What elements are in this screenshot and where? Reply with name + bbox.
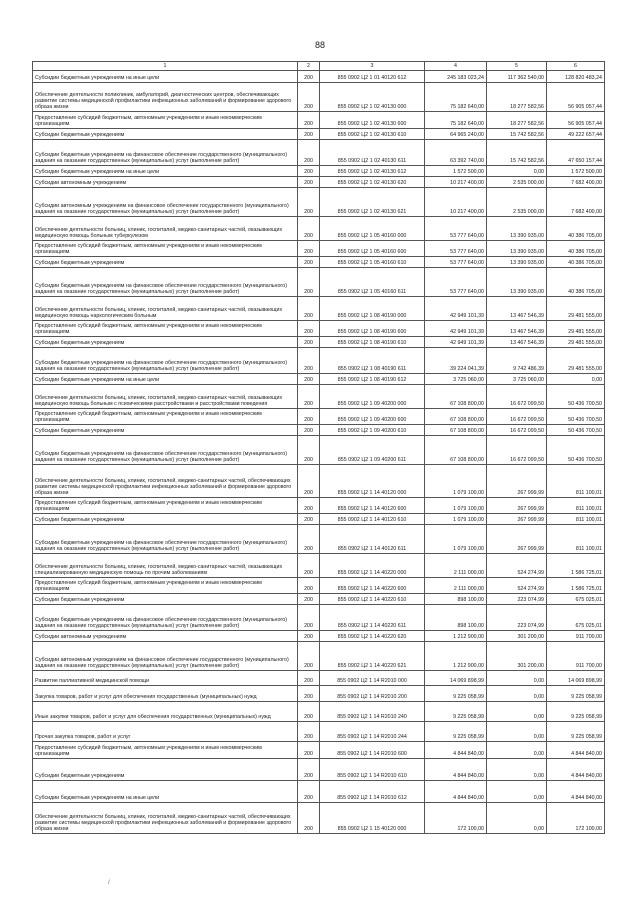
cell-name: Субсидии автономным учреждениям: [33, 177, 298, 188]
cell-approved: 75 182 640,00: [425, 112, 487, 129]
cell-kbk: 855 0902 Ц2 1 02 40130 610: [320, 129, 425, 140]
cell-executed: 13 390 935,00: [487, 217, 547, 241]
cell-executed: 18 277 582,56: [487, 83, 547, 112]
table-row: [33, 257, 605, 268]
table-row: [33, 188, 605, 217]
cell-approved: 2 111 000,00: [425, 554, 487, 578]
cell-kbk: 855 0902 Ц2 1 02 40130 000: [320, 83, 425, 112]
cell-kbk: 855 0902 Ц2 1 05 40160 000: [320, 217, 425, 241]
cell-name: Обеспечение деятельности поликлиник, амбулаторий, диагностических центров, обеспечивающих развитие системы медицинской профилактики инфекционных заболеваний и формирование здорового образа жизни: [33, 83, 298, 112]
cell-remaining: 29 481 555,00: [547, 348, 605, 374]
cell-remaining: 49 222 657,44: [547, 129, 605, 140]
page-number: 88: [314, 40, 325, 50]
cell-name: Предоставление субсидий бюджетным, автономным учреждениям и иным некоммерческим организациям: [33, 578, 298, 594]
cell-name: Субсидии бюджетным учреждениям на финансовое обеспечение государственного (муниципального) задания на оказание государственных (муниципальных) услуг (выполнение работ): [33, 268, 298, 297]
cell-executed: 267 999,99: [487, 498, 547, 514]
cell-name: Предоставление субсидий бюджетным, автономным учреждениям и иным некоммерческим организациям: [33, 498, 298, 514]
cell-name: Развитие паллиативной медицинской помощи: [33, 671, 298, 686]
cell-code: 200: [298, 498, 320, 514]
cell-remaining: 29 481 555,00: [547, 337, 605, 348]
cell-name: Субсидии бюджетным учреждениям на финансовое обеспечение государственного (муниципального) задания на оказание государственных (муниципальных) услуг (выполнение работ): [33, 525, 298, 554]
cell-kbk: 855 0902 Ц2 1 02 40130 620: [320, 177, 425, 188]
cell-remaining: 4 844 840,00: [547, 781, 605, 803]
cell-code: 200: [298, 140, 320, 166]
cell-remaining: 9 225 058,99: [547, 722, 605, 742]
cell-approved: 67 108 800,00: [425, 436, 487, 465]
cell-approved: 10 217 400,00: [425, 188, 487, 217]
cell-code: 200: [298, 803, 320, 834]
table-row: [33, 385, 605, 409]
cell-kbk: 855 0902 Ц2 1 15 40120 000: [320, 803, 425, 834]
table-row: [33, 686, 605, 702]
cell-name: Субсидии бюджетным учреждениям на иные цели: [33, 71, 298, 83]
header-cell: 6: [547, 62, 605, 71]
cell-name: Субсидии автономным учреждениям на финансовое обеспечение государственного (муниципального) задания на оказание государственных (муниципальных) услуг (выполнение работ): [33, 642, 298, 671]
cell-name: Субсидии бюджетным учреждениям: [33, 425, 298, 436]
cell-executed: 267 999,99: [487, 525, 547, 554]
cell-kbk: 855 0902 Ц2 1 14 40220 610: [320, 594, 425, 605]
cell-remaining: 29 481 555,00: [547, 297, 605, 321]
cell-kbk: 855 0902 Ц2 1 14 40220 620: [320, 631, 425, 642]
cell-approved: 3 725 060,00: [425, 374, 487, 385]
cell-code: 200: [298, 554, 320, 578]
cell-executed: 0,00: [487, 742, 547, 759]
table-row: [33, 722, 605, 742]
cell-name: Предоставление субсидий бюджетным, автономным учреждениям и иным некоммерческим организациям: [33, 112, 298, 129]
table-row: [33, 525, 605, 554]
cell-remaining: 50 436 700,50: [547, 409, 605, 425]
cell-executed: 0,00: [487, 671, 547, 686]
cell-approved: 67 108 800,00: [425, 409, 487, 425]
cell-code: 200: [298, 337, 320, 348]
table-row: [33, 177, 605, 188]
cell-name: Субсидии бюджетным учреждениям: [33, 129, 298, 140]
cell-kbk: 855 0902 Ц2 1 08 40190 610: [320, 337, 425, 348]
cell-remaining: 911 700,00: [547, 642, 605, 671]
cell-code: 200: [298, 129, 320, 140]
cell-kbk: 855 0902 Ц2 1 14 R2010 000: [320, 671, 425, 686]
cell-kbk: 855 0902 Ц2 1 14 40120 000: [320, 465, 425, 498]
table-row: [33, 83, 605, 112]
scan-mark: /: [108, 880, 110, 886]
cell-approved: 1 212 900,00: [425, 642, 487, 671]
cell-executed: 301 200,00: [487, 631, 547, 642]
cell-approved: 42 949 101,39: [425, 337, 487, 348]
cell-executed: 2 535 000,00: [487, 188, 547, 217]
cell-approved: 1 079 100,00: [425, 514, 487, 525]
cell-kbk: 855 0902 Ц2 1 14 R2010 610: [320, 759, 425, 781]
cell-approved: 67 108 800,00: [425, 425, 487, 436]
cell-kbk: 855 0902 Ц2 1 05 40160 600: [320, 241, 425, 257]
table-row: [33, 374, 605, 385]
header-cell: 3: [320, 62, 425, 71]
cell-remaining: 675 025,01: [547, 594, 605, 605]
cell-remaining: 811 100,01: [547, 498, 605, 514]
cell-executed: 0,00: [487, 781, 547, 803]
cell-remaining: 0,00: [547, 374, 605, 385]
cell-code: 200: [298, 166, 320, 177]
cell-remaining: 56 905 057,44: [547, 83, 605, 112]
cell-executed: 13 390 935,00: [487, 257, 547, 268]
table-row: [33, 671, 605, 686]
cell-name: Субсидии бюджетным учреждениям на иные цели: [33, 374, 298, 385]
cell-remaining: 1 586 725,01: [547, 578, 605, 594]
table-row: [33, 217, 605, 241]
cell-executed: 0,00: [487, 702, 547, 722]
cell-approved: 64 965 240,00: [425, 129, 487, 140]
cell-executed: 16 672 099,50: [487, 425, 547, 436]
cell-remaining: 7 682 400,00: [547, 188, 605, 217]
table-row: [33, 742, 605, 759]
cell-executed: 16 672 099,50: [487, 436, 547, 465]
header-cell: 2: [298, 62, 320, 71]
cell-code: 200: [298, 241, 320, 257]
cell-remaining: 911 700,00: [547, 631, 605, 642]
cell-executed: 3 725 060,00: [487, 374, 547, 385]
cell-approved: 53 777 640,00: [425, 217, 487, 241]
table-row: [33, 702, 605, 722]
table-row: [33, 781, 605, 803]
cell-executed: 13 467 546,39: [487, 337, 547, 348]
cell-code: 200: [298, 514, 320, 525]
cell-kbk: 855 0902 Ц2 1 14 R2010 600: [320, 742, 425, 759]
cell-executed: 524 274,99: [487, 554, 547, 578]
cell-name: Предоставление субсидий бюджетным, автономным учреждениям и иным некоммерческим организациям: [33, 241, 298, 257]
cell-name: Предоставление субсидий бюджетным, автономным учреждениям и иным некоммерческим организациям: [33, 321, 298, 337]
cell-kbk: 855 0902 Ц2 1 14 R2010 200: [320, 686, 425, 702]
cell-remaining: 128 820 483,24: [547, 71, 605, 83]
cell-code: 200: [298, 702, 320, 722]
cell-remaining: 9 225 058,99: [547, 686, 605, 702]
cell-kbk: 855 0902 Ц2 1 14 R2010 612: [320, 781, 425, 803]
cell-remaining: 172 100,00: [547, 803, 605, 834]
cell-remaining: 7 682 400,00: [547, 177, 605, 188]
cell-name: Закупка товаров, работ и услуг для обеспечения государственных (муниципальных) нужд: [33, 686, 298, 702]
cell-approved: 1 212 900,00: [425, 631, 487, 642]
cell-code: 200: [298, 631, 320, 642]
cell-kbk: 855 0902 Ц2 1 14 40120 610: [320, 514, 425, 525]
cell-approved: 75 182 640,00: [425, 83, 487, 112]
table-row: [33, 578, 605, 594]
cell-kbk: 855 0902 Ц2 1 14 R2010 240: [320, 702, 425, 722]
cell-code: 200: [298, 436, 320, 465]
cell-code: 200: [298, 742, 320, 759]
table-row: [33, 112, 605, 129]
cell-executed: 223 074,99: [487, 594, 547, 605]
cell-remaining: 4 844 840,00: [547, 759, 605, 781]
cell-executed: 9 742 486,39: [487, 348, 547, 374]
table-row: [33, 642, 605, 671]
cell-code: 200: [298, 374, 320, 385]
cell-kbk: 855 0902 Ц2 1 14 R2010 244: [320, 722, 425, 742]
cell-kbk: 855 0902 Ц2 1 02 40130 611: [320, 140, 425, 166]
cell-kbk: 855 0902 Ц2 1 05 40160 610: [320, 257, 425, 268]
cell-remaining: 56 905 057,44: [547, 112, 605, 129]
table-row: [33, 337, 605, 348]
cell-remaining: 811 100,01: [547, 465, 605, 498]
cell-kbk: 855 0902 Ц2 1 08 40190 611: [320, 348, 425, 374]
header-cell: 1: [33, 62, 298, 71]
cell-approved: 53 777 640,00: [425, 268, 487, 297]
cell-remaining: 40 386 705,00: [547, 268, 605, 297]
cell-executed: 15 742 582,56: [487, 129, 547, 140]
cell-executed: 2 535 000,00: [487, 177, 547, 188]
cell-code: 200: [298, 321, 320, 337]
cell-executed: 267 999,99: [487, 514, 547, 525]
cell-kbk: 855 0902 Ц2 1 09 40200 000: [320, 385, 425, 409]
cell-name: Обеспечение деятельности больниц, клиник, госпиталей, медико-санитарных частей, оказывающих медицинскую помощь наркологическим больным: [33, 297, 298, 321]
cell-code: 200: [298, 348, 320, 374]
table-row: [33, 514, 605, 525]
cell-approved: 53 777 640,00: [425, 241, 487, 257]
cell-executed: 524 274,99: [487, 578, 547, 594]
table-row: [33, 166, 605, 177]
table-row: [33, 425, 605, 436]
cell-code: 200: [298, 409, 320, 425]
cell-kbk: 855 0902 Ц2 1 08 40190 000: [320, 297, 425, 321]
cell-approved: 14 069 898,99: [425, 671, 487, 686]
cell-name: Субсидии бюджетным учреждениям: [33, 514, 298, 525]
cell-remaining: 47 650 157,44: [547, 140, 605, 166]
header-cell: 5: [487, 62, 547, 71]
cell-kbk: 855 0902 Ц2 1 02 40130 612: [320, 166, 425, 177]
cell-code: 200: [298, 71, 320, 83]
cell-approved: 4 844 840,00: [425, 742, 487, 759]
cell-remaining: 9 225 058,99: [547, 702, 605, 722]
cell-remaining: 1 586 725,01: [547, 554, 605, 578]
cell-remaining: 40 386 705,00: [547, 257, 605, 268]
cell-remaining: 811 100,01: [547, 514, 605, 525]
cell-executed: 13 467 546,39: [487, 297, 547, 321]
cell-executed: 16 672 099,50: [487, 385, 547, 409]
cell-name: Обеспечение деятельности больниц, клиник, госпиталей, медико-санитарных частей, оказывающих медицинскую помощь больным с психическими расстройствами и расстройствами поведения: [33, 385, 298, 409]
cell-code: 200: [298, 578, 320, 594]
cell-name: Субсидии автономным учреждениям: [33, 631, 298, 642]
cell-name: Обеспечение деятельности больниц, клиник, госпиталей, медико-санитарных частей, обеспечивающих развитие системы медицинской профилактики инфекционных заболеваний и формирование здорового образа жизни: [33, 465, 298, 498]
table-row: [33, 554, 605, 578]
cell-kbk: 855 0902 Ц2 1 02 40130 600: [320, 112, 425, 129]
cell-name: Субсидии бюджетным учреждениям: [33, 257, 298, 268]
table-row: [33, 436, 605, 465]
table-row: [33, 140, 605, 166]
cell-approved: 53 777 640,00: [425, 257, 487, 268]
table-row: [33, 297, 605, 321]
table-row: [33, 71, 605, 83]
cell-executed: 0,00: [487, 722, 547, 742]
cell-executed: 13 390 935,00: [487, 268, 547, 297]
cell-executed: 18 277 582,56: [487, 112, 547, 129]
cell-name: Субсидии автономным учреждениям на финансовое обеспечение государственного (муниципального) задания на оказание государственных (муниципальных) услуг (выполнение работ): [33, 188, 298, 217]
cell-approved: 4 844 840,00: [425, 781, 487, 803]
cell-code: 200: [298, 268, 320, 297]
cell-name: Обеспечение деятельности больниц, клиник, госпиталей, медико-санитарных частей, обеспечивающих развитие системы медицинской профилактики инфекционных заболеваний и формирование здорового образа жизни: [33, 803, 298, 834]
cell-executed: 13 467 546,39: [487, 321, 547, 337]
cell-code: 200: [298, 83, 320, 112]
cell-approved: 1 572 500,00: [425, 166, 487, 177]
cell-approved: 9 225 058,99: [425, 686, 487, 702]
cell-approved: 39 224 041,39: [425, 348, 487, 374]
cell-approved: 67 108 800,00: [425, 385, 487, 409]
cell-approved: 172 100,00: [425, 803, 487, 834]
table-row: [33, 348, 605, 374]
cell-approved: 4 844 840,00: [425, 759, 487, 781]
cell-kbk: 855 0902 Ц2 1 02 40130 621: [320, 188, 425, 217]
cell-code: 200: [298, 781, 320, 803]
cell-kbk: 855 0902 Ц2 1 14 40120 600: [320, 498, 425, 514]
cell-code: 200: [298, 465, 320, 498]
cell-remaining: 50 436 700,50: [547, 436, 605, 465]
cell-name: Субсидии бюджетным учреждениям на иные цели: [33, 166, 298, 177]
cell-executed: 0,00: [487, 166, 547, 177]
cell-kbk: 855 0902 Ц2 1 14 40220 600: [320, 578, 425, 594]
table-header-row: [33, 62, 605, 71]
cell-code: 200: [298, 525, 320, 554]
table-row: [33, 465, 605, 498]
cell-code: 200: [298, 297, 320, 321]
cell-kbk: 855 0902 Ц2 1 14 40220 621: [320, 642, 425, 671]
cell-name: Субсидии бюджетным учреждениям на финансовое обеспечение государственного (муниципального) задания на оказание государственных (муниципальных) услуг (выполнение работ): [33, 605, 298, 631]
cell-executed: 13 390 935,00: [487, 241, 547, 257]
cell-kbk: 855 0902 Ц2 1 08 40190 612: [320, 374, 425, 385]
cell-approved: 1 079 100,00: [425, 525, 487, 554]
cell-code: 200: [298, 686, 320, 702]
cell-code: 200: [298, 188, 320, 217]
cell-executed: 267 999,99: [487, 465, 547, 498]
cell-approved: 42 949 101,39: [425, 321, 487, 337]
table-row: [33, 268, 605, 297]
cell-approved: 898 100,00: [425, 594, 487, 605]
cell-executed: 15 742 582,56: [487, 140, 547, 166]
cell-name: Иные закупки товаров, работ и услуг для обеспечения государственных (муниципальных) нужд: [33, 702, 298, 722]
cell-executed: 16 672 099,50: [487, 409, 547, 425]
cell-kbk: 855 0902 Ц2 1 09 40200 610: [320, 425, 425, 436]
cell-code: 200: [298, 425, 320, 436]
table-row: [33, 605, 605, 631]
cell-name: Предоставление субсидий бюджетным, автономным учреждениям и иным некоммерческим организациям: [33, 409, 298, 425]
cell-name: Обеспечение деятельности больниц, клиник, госпиталей, медико-санитарных частей, оказывающих медицинскую помощь больным туберкулезом: [33, 217, 298, 241]
cell-remaining: 675 025,01: [547, 605, 605, 631]
header-cell: 4: [425, 62, 487, 71]
cell-code: 200: [298, 112, 320, 129]
cell-code: 200: [298, 642, 320, 671]
cell-kbk: 855 0902 Ц2 1 01 40120 612: [320, 71, 425, 83]
cell-code: 200: [298, 759, 320, 781]
table-row: [33, 759, 605, 781]
cell-kbk: 855 0902 Ц2 1 09 40200 600: [320, 409, 425, 425]
cell-executed: 117 362 540,00: [487, 71, 547, 83]
budget-table: [32, 61, 605, 834]
cell-remaining: 4 844 840,00: [547, 742, 605, 759]
cell-kbk: 855 0902 Ц2 1 14 40220 000: [320, 554, 425, 578]
cell-remaining: 40 386 705,00: [547, 241, 605, 257]
cell-remaining: 50 436 700,50: [547, 385, 605, 409]
cell-executed: 0,00: [487, 759, 547, 781]
cell-name: Субсидии бюджетным учреждениям: [33, 594, 298, 605]
cell-name: Субсидии бюджетным учреждениям на иные цели: [33, 781, 298, 803]
cell-name: Предоставление субсидий бюджетным, автономным учреждениям и иным некоммерческим организациям: [33, 742, 298, 759]
cell-name: Субсидии бюджетным учреждениям на финансовое обеспечение государственного (муниципального) задания на оказание государственных (муниципальных) услуг (выполнение работ): [33, 140, 298, 166]
cell-kbk: 855 0902 Ц2 1 14 40220 611: [320, 605, 425, 631]
cell-executed: 301 200,00: [487, 642, 547, 671]
cell-code: 200: [298, 257, 320, 268]
table-row: [33, 409, 605, 425]
cell-remaining: 40 386 705,00: [547, 217, 605, 241]
cell-remaining: 29 481 555,00: [547, 321, 605, 337]
cell-approved: 1 079 100,00: [425, 465, 487, 498]
cell-code: 200: [298, 605, 320, 631]
cell-kbk: 855 0902 Ц2 1 09 40200 611: [320, 436, 425, 465]
cell-executed: 0,00: [487, 803, 547, 834]
cell-remaining: 14 069 898,99: [547, 671, 605, 686]
table-row: [33, 594, 605, 605]
cell-approved: 1 079 100,00: [425, 498, 487, 514]
cell-name: Субсидии бюджетным учреждениям на финансовое обеспечение государственного (муниципального) задания на оказание государственных (муниципальных) услуг (выполнение работ): [33, 348, 298, 374]
cell-name: Прочая закупка товаров, работ и услуг: [33, 722, 298, 742]
cell-approved: 9 225 058,99: [425, 702, 487, 722]
cell-remaining: 1 572 500,00: [547, 166, 605, 177]
table-row: [33, 321, 605, 337]
cell-approved: 2 111 000,00: [425, 578, 487, 594]
cell-code: 200: [298, 385, 320, 409]
table-row: [33, 241, 605, 257]
cell-name: Субсидии бюджетным учреждениям: [33, 759, 298, 781]
cell-name: Субсидии бюджетным учреждениям на финансовое обеспечение государственного (муниципального) задания на оказание государственных (муниципальных) услуг (выполнение работ): [33, 436, 298, 465]
cell-approved: 63 392 740,00: [425, 140, 487, 166]
cell-kbk: 855 0902 Ц2 1 08 40190 600: [320, 321, 425, 337]
cell-approved: 42 949 101,39: [425, 297, 487, 321]
cell-name: Обеспечение деятельности больниц, клиник, госпиталей, медико-санитарных частей, оказывающих специализированную медицинскую помощь по прочим заболеваниям: [33, 554, 298, 578]
table-row: [33, 129, 605, 140]
cell-code: 200: [298, 594, 320, 605]
cell-approved: 898 100,00: [425, 605, 487, 631]
cell-executed: 0,00: [487, 686, 547, 702]
cell-code: 200: [298, 177, 320, 188]
cell-approved: 245 183 023,24: [425, 71, 487, 83]
cell-code: 200: [298, 217, 320, 241]
cell-code: 200: [298, 722, 320, 742]
table-row: [33, 803, 605, 834]
cell-remaining: 811 100,01: [547, 525, 605, 554]
table-row: [33, 631, 605, 642]
cell-kbk: 855 0902 Ц2 1 05 40160 611: [320, 268, 425, 297]
cell-remaining: 50 436 700,50: [547, 425, 605, 436]
table-row: [33, 498, 605, 514]
cell-approved: 10 217 400,00: [425, 177, 487, 188]
cell-code: 200: [298, 671, 320, 686]
cell-name: Субсидии бюджетным учреждениям: [33, 337, 298, 348]
cell-approved: 9 225 058,99: [425, 722, 487, 742]
cell-kbk: 855 0902 Ц2 1 14 40120 611: [320, 525, 425, 554]
cell-executed: 223 074,99: [487, 605, 547, 631]
